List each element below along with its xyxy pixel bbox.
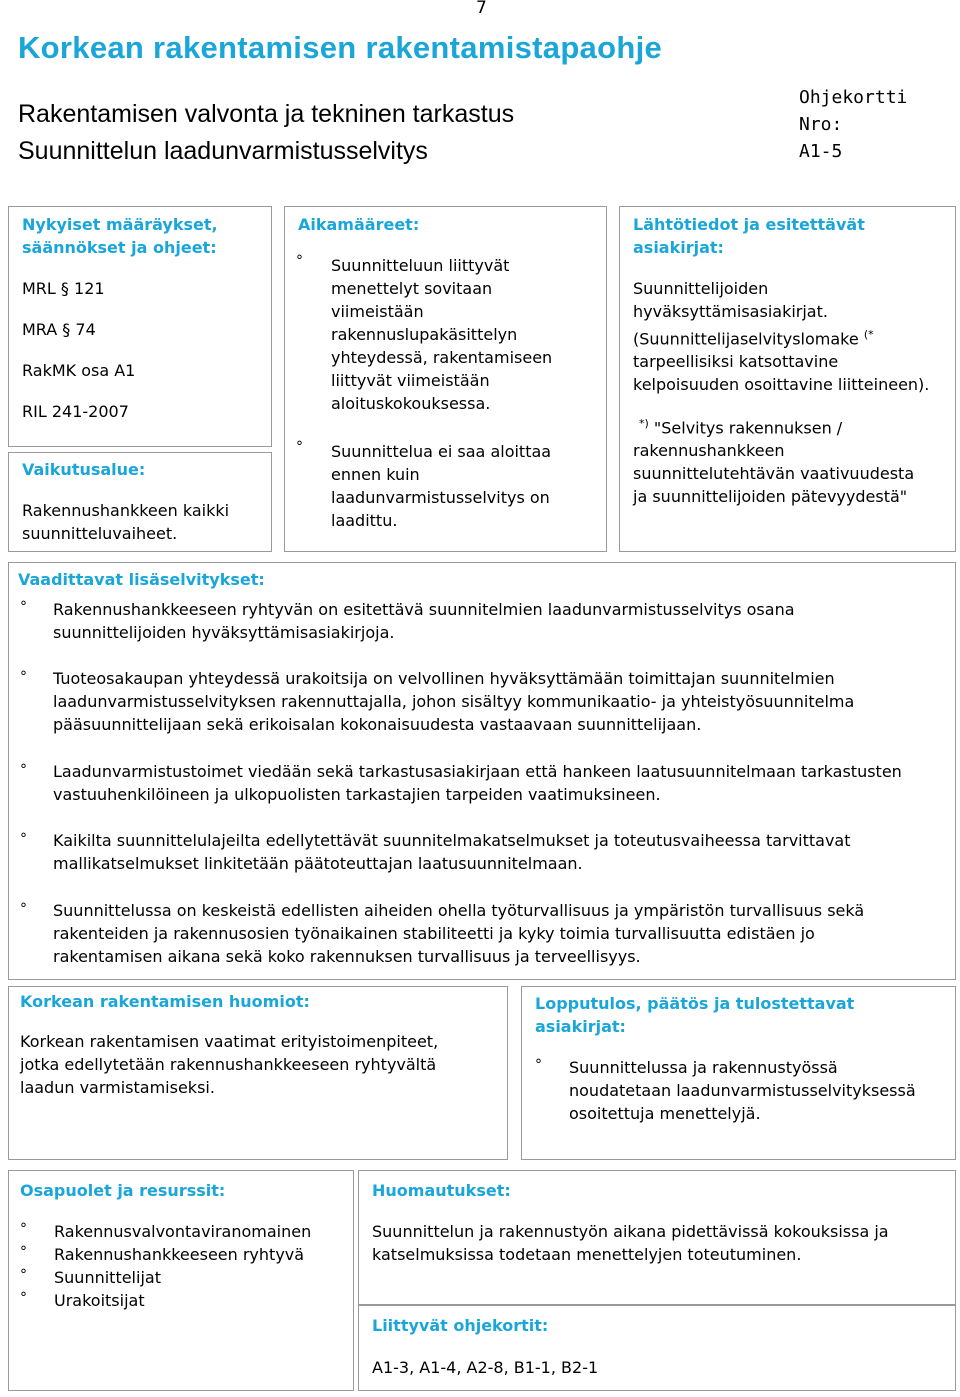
additional-item-2	[53, 667, 854, 736]
footnote-line: rakennushankkeen	[633, 441, 785, 461]
additional-line: mallikatselmukset linkitetään päätoteuttajan laatusuunnitelmaan.	[53, 854, 583, 873]
page-number: 7	[476, 0, 487, 18]
inputs-line: hyväksyttämisasiakirjat.	[633, 302, 828, 321]
bullet-icon: °	[20, 831, 27, 847]
inputs-line: Suunnittelijoiden	[633, 279, 769, 298]
highrise-heading: Korkean rakentamisen huomiot:	[20, 992, 310, 1011]
inputs-box	[619, 206, 956, 552]
deadlines-line: aloituskokouksessa.	[331, 394, 491, 413]
related-box	[358, 1305, 956, 1391]
outcome-heading	[535, 992, 854, 1038]
footnote-line: "Selvitys rakennuksen /	[653, 418, 843, 438]
outcome-text	[569, 1056, 916, 1125]
additional-line: pääsuunnittelijaan sekä erikoisalan kokonaisuudesta vastaavaan suunnittelijaan.	[53, 715, 702, 734]
bullet-icon: °	[20, 1221, 27, 1237]
party-label: Suunnittelijat	[54, 1268, 161, 1287]
additional-heading: Vaadittavat lisäselvitykset:	[18, 570, 265, 589]
deadlines-heading: Aikamääreet:	[298, 215, 420, 234]
parties-heading: Osapuolet ja resurssit:	[20, 1181, 226, 1200]
footnote-line: suunnittelutehtävän vaativuudesta	[633, 464, 915, 484]
bullet-icon: °	[20, 669, 27, 685]
card-label: Ohjekortti Nro:	[799, 87, 908, 135]
highrise-line: laadun varmistamiseksi.	[20, 1078, 215, 1097]
inputs-line: tarpeellisiksi katsottavine	[633, 352, 839, 372]
regulations-heading	[22, 213, 218, 259]
related-heading: Liittyvät ohjekortit:	[372, 1316, 549, 1335]
remarks-line: Suunnittelun ja rakennustyön aikana pidettävissä kokouksissa ja	[372, 1222, 889, 1241]
subtitle-line-2: Suunnittelun laadunvarmistusselvitys	[18, 137, 428, 165]
inputs-line: (Suunnittelijaselvityslomake	[633, 329, 864, 349]
outcome-box	[521, 986, 956, 1160]
outcome-line: noudatetaan laadunvarmistusselvityksessä	[569, 1081, 916, 1100]
inputs-line-with-ref	[633, 323, 929, 350]
inputs-footnote	[633, 412, 914, 508]
deadlines-line: menettelyt sovitaan	[331, 279, 493, 298]
regulation-item: MRA § 74	[22, 320, 96, 339]
additional-line: rakentamisen aikana sekä koko rakennuksen turvallisuus ja terveellisyys.	[53, 947, 641, 966]
additional-line: Kaikilta suunnittelulajeilta edellytettävät suunnitelmakatselmukset ja toteutusvaiheessa tarvittavat	[53, 831, 851, 850]
remarks-heading: Huomautukset:	[372, 1181, 511, 1200]
parties-list	[9, 1220, 311, 1312]
related-cards-link[interactable]: A1-3, A1-4, A2-8, B1-1, B2-1	[372, 1358, 599, 1377]
scope-text-line-1: Rakennushankkeen kaikki	[22, 501, 230, 520]
remarks-box	[358, 1170, 956, 1305]
deadlines-line: laadittu.	[331, 511, 398, 530]
party-label: Urakoitsijat	[54, 1291, 145, 1310]
regulation-item: MRL § 121	[22, 279, 105, 298]
inputs-heading-line-2: asiakirjat:	[633, 238, 724, 257]
regulation-item: RIL 241-2007	[22, 402, 129, 421]
deadlines-line: Suunnitteluun liittyvät	[331, 256, 510, 275]
footnote-mark: *)	[639, 417, 649, 430]
additional-line: laadunvarmistusselvityksen rakennuttajalla, johon sisältyy kommunikaatio- ja yhteistyösuunnitelma	[53, 692, 855, 711]
scope-heading: Vaikutusalue:	[22, 460, 146, 479]
ref-mark: (*	[863, 328, 874, 341]
subtitle	[18, 96, 514, 170]
bullet-icon: °	[20, 762, 27, 778]
scope-text	[22, 499, 229, 545]
page-title: Korkean rakentamisen rakentamistapaohje	[18, 30, 663, 65]
additional-line: vastuuhenkilöineen ja ulkopuolisten tarkastajien tarpeiden vaatimuksineen.	[53, 785, 661, 804]
outcome-line: osoitettuja menettelyjä.	[569, 1104, 761, 1123]
remarks-line: katselmuksissa todetaan menettelyjen toteutuminen.	[372, 1245, 802, 1264]
highrise-line: jotka edellytetään rakennushankkeeseen ryhtyvältä	[20, 1055, 437, 1074]
additional-line: Suunnittelussa on keskeistä edellisten aiheiden ohella työturvallisuus ja ympäristön turvallisuus sekä	[53, 901, 865, 920]
inputs-heading	[633, 213, 865, 259]
additional-line: rakenteiden ja rakennusosien työnaikainen stabiliteetti ja kyky toimia turvallisuutta edistäen jo	[53, 924, 815, 943]
regulations-heading-line-1: Nykyiset määräykset,	[22, 215, 218, 234]
deadlines-item-1	[331, 254, 552, 415]
outcome-line: Suunnittelussa ja rakennustyössä	[569, 1058, 838, 1077]
additional-item-4	[53, 829, 851, 875]
deadlines-line: rakennuslupakäsittelyn	[331, 325, 518, 344]
inputs-text	[633, 277, 929, 396]
card-number-block	[799, 84, 960, 165]
bullet-icon: °	[296, 253, 303, 269]
scope-text-line-2: suunnitteluvaiheet.	[22, 524, 178, 543]
scope-box	[8, 452, 272, 552]
party-item	[9, 1243, 311, 1266]
inputs-line: kelpoisuuden osoittavine liitteineen).	[633, 375, 930, 395]
remarks-text	[372, 1220, 889, 1266]
deadlines-line: viimeistään	[331, 302, 424, 321]
additional-line: Rakennushankkeeseen ryhtyvän on esitettävä suunnitelmien laadunvarmistusselvitys osana	[53, 600, 795, 619]
highrise-box	[8, 986, 508, 1160]
bullet-icon: °	[296, 439, 303, 455]
regulations-heading-line-2: säännökset ja ohjeet:	[22, 238, 217, 257]
bullet-icon: °	[20, 901, 27, 917]
inputs-heading-line-1: Lähtötiedot ja esitettävät	[633, 215, 865, 234]
highrise-line: Korkean rakentamisen vaatimat erityistoimenpiteet,	[20, 1032, 439, 1051]
deadlines-line: liittyvät viimeistään	[331, 371, 490, 390]
party-label: Rakennushankkeeseen ryhtyvä	[54, 1245, 305, 1264]
additional-line: Tuoteosakaupan yhteydessä urakoitsija on velvollinen hyväksyttämään toimittajan suunnitelmien	[53, 669, 835, 688]
outcome-heading-line-1: Lopputulos, päätös ja tulostettavat	[535, 994, 855, 1013]
party-item	[9, 1289, 311, 1312]
bullet-icon: °	[535, 1057, 542, 1073]
deadlines-line: laadunvarmistusselvitys on	[331, 488, 550, 507]
subtitle-line-1: Rakentamisen valvonta ja tekninen tarkastus	[18, 100, 515, 128]
additional-line: suunnittelijoiden hyväksyttämisasiakirjoja.	[53, 623, 395, 642]
deadlines-line: yhteydessä, rakentamiseen	[331, 348, 553, 367]
additional-box	[8, 562, 956, 980]
additional-line: Laadunvarmistustoimet viedään sekä tarkastusasiakirjaan että hankeen laatusuunnitelmaan tarkastusten	[53, 762, 902, 781]
card-number: A1-5	[799, 141, 843, 162]
bullet-icon: °	[20, 1290, 27, 1306]
additional-item-3	[53, 760, 902, 806]
deadlines-line: ennen kuin	[331, 465, 420, 484]
additional-item-5	[53, 899, 864, 968]
deadlines-line: Suunnittelua ei saa aloittaa	[331, 442, 552, 461]
bullet-icon: °	[20, 1244, 27, 1260]
additional-item-1	[53, 598, 795, 644]
footnote-line: ja suunnittelijoiden pätevyydestä"	[633, 487, 908, 507]
deadlines-box	[284, 206, 607, 552]
party-label: Rakennusvalvontaviranomainen	[54, 1222, 312, 1241]
outcome-heading-line-2: asiakirjat:	[535, 1017, 626, 1036]
party-item	[9, 1220, 311, 1243]
regulations-list	[22, 277, 135, 441]
parties-box	[8, 1170, 354, 1391]
regulations-box	[8, 206, 272, 447]
highrise-text	[20, 1030, 438, 1099]
bullet-icon: °	[20, 1267, 27, 1283]
regulation-item: RakMK osa A1	[22, 361, 136, 380]
bullet-icon: °	[20, 599, 27, 615]
deadlines-item-2	[331, 440, 551, 532]
party-item	[9, 1266, 311, 1289]
